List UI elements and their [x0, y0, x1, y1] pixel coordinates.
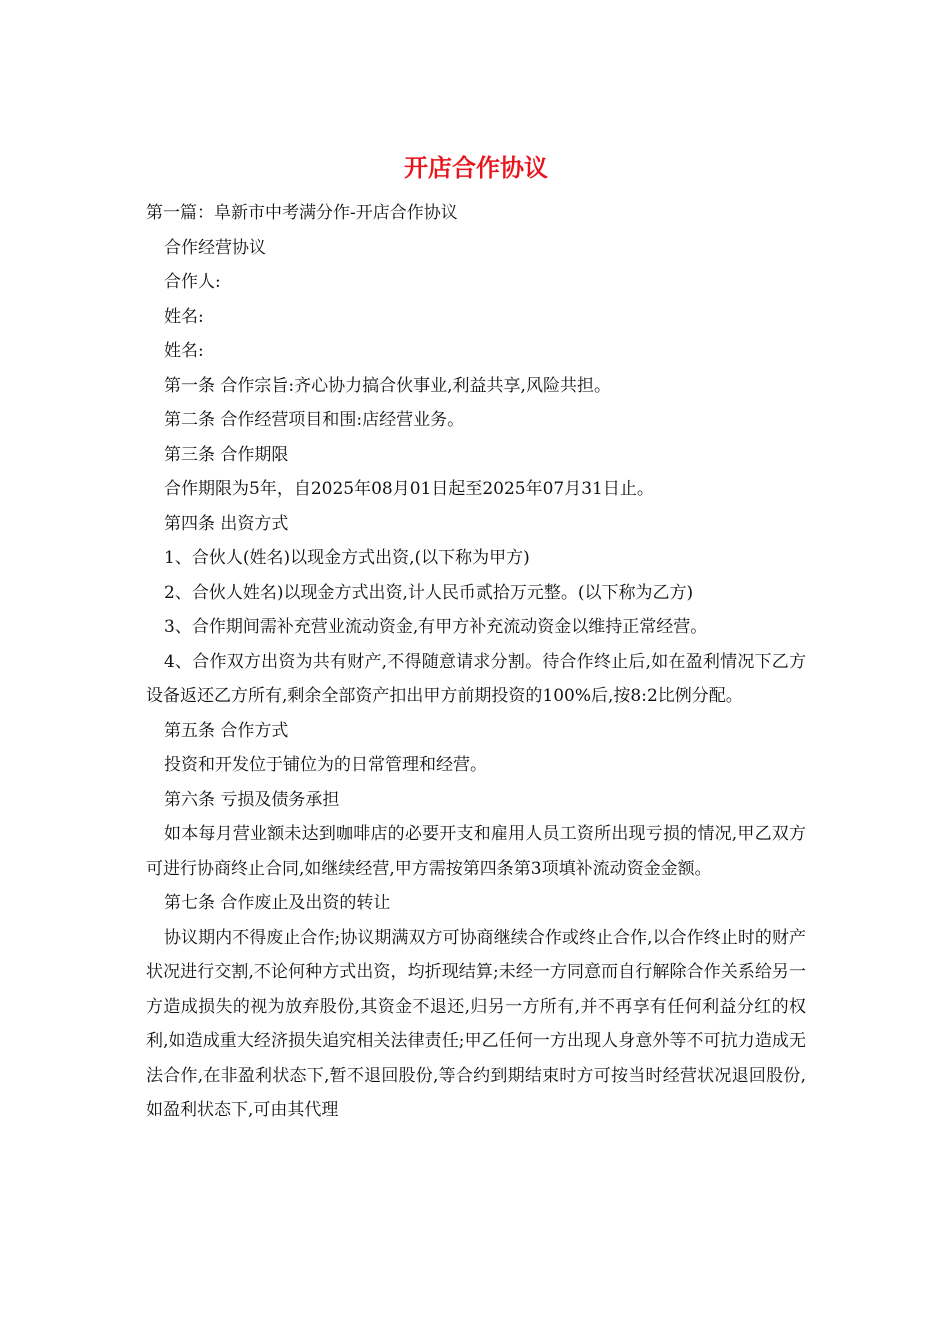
article-6-text: 如本每月营业额未达到咖啡店的必要开支和雇用人员工资所出现亏损的情况,甲乙双方可进行协商终止合同,如继续经营,甲方需按第四条第3项填补流动资金金额。 — [146, 824, 806, 879]
article-3-text: 合作期限为5年，自2025年08月01日起至2025年07月31日止。 — [164, 479, 654, 499]
article-4-item-2: 2、合伙人姓名)以现金方式出资,计人民币贰拾万元整。(以下称为乙方) — [164, 582, 694, 603]
document-body — [146, 196, 806, 1128]
article-3-heading: 第三条 合作期限 — [164, 444, 289, 465]
chapter-heading: 第一篇：阜新市中考满分作-开店合作协议 — [146, 203, 458, 223]
article-7-heading: 第七条 合作废止及出资的转让 — [164, 893, 391, 913]
article-6-heading: 第六条 亏损及债务承担 — [164, 789, 340, 810]
article-4-item-4: 4、合作双方出资为共有财产,不得随意请求分割。待合作终止后,如在盈利情况下乙方设备返还乙方所有,剩余全部资产扣出甲方前期投资的100%后,按8:2比例分配。 — [146, 651, 806, 706]
name-field-1: 姓名: — [164, 306, 204, 327]
article-4-item-1: 1、合伙人(姓名)以现金方式出资,(以下称为甲方) — [164, 548, 530, 568]
article-1: 第一条 合作宗旨:齐心协力搞合伙事业,利益共享,风险共担。 — [164, 375, 611, 396]
article-4-item-3: 3、合作期间需补充营业流动资金,有甲方补充流动资金以维持正常经营。 — [164, 617, 708, 637]
article-2: 第二条 合作经营项目和围:店经营业务。 — [164, 410, 465, 430]
article-5-heading: 第五条 合作方式 — [164, 720, 289, 741]
name-field-2: 姓名: — [164, 341, 204, 361]
document-title: 开店合作协议 — [404, 153, 548, 182]
article-4-heading: 第四条 出资方式 — [164, 513, 289, 534]
partners-label: 合作人: — [164, 272, 221, 292]
article-5-text: 投资和开发位于铺位为的日常管理和经营。 — [164, 755, 487, 775]
article-7-text: 协议期内不得废止合作;协议期满双方可协商继续合作或终止合作,以合作终止时的财产状况进行交割,不论何种方式出资，均折现结算;未经一方同意而自行解除合作关系给另一方造成损失的视为放弃股份,其资金不退还,归另一方所有,并不再享有任何利益分红的权利,如造成重大经济损失追究相关法律责任;甲乙任何一方出现人身意外等不可抗力造成无法合作,在非盈利状态下,暂不退回股份,等合约到期结束时方可按当时经营状况退回股份,如盈利状态下,可由其代理 — [146, 927, 806, 1120]
agreement-name: 合作经营协议 — [164, 237, 266, 258]
